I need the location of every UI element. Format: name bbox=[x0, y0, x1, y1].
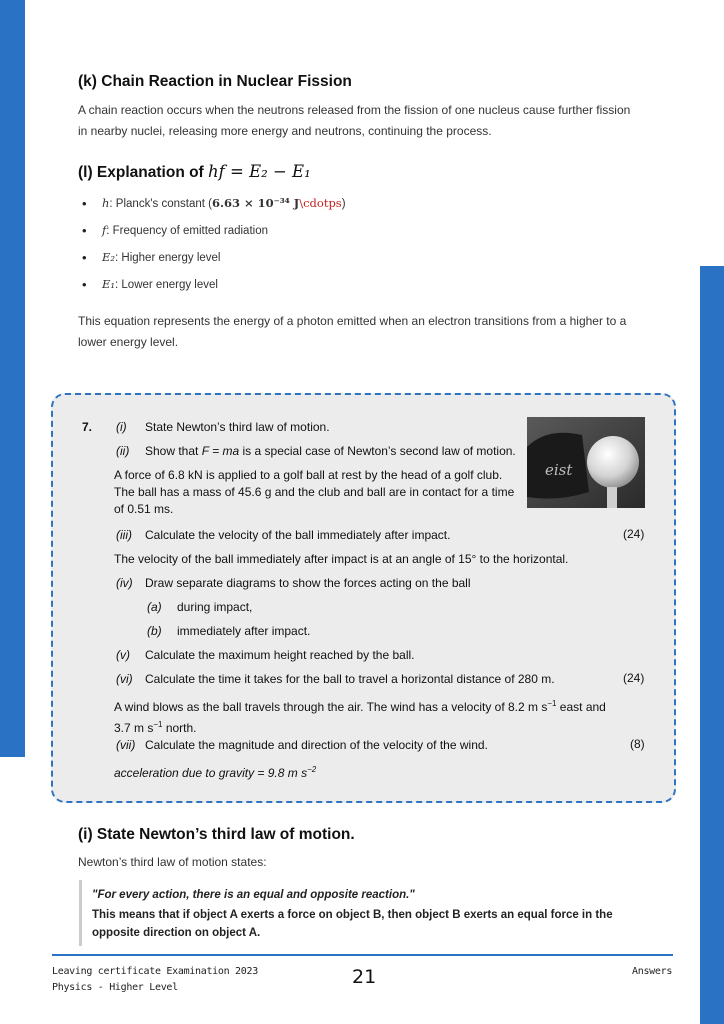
list-item bbox=[82, 190, 346, 217]
part-iv-text: Draw separate diagrams to show the forces acting on the ball bbox=[145, 576, 471, 590]
context-2: The velocity of the ball immediately after impact is at an angle of 15° to the horizontal. bbox=[114, 552, 569, 566]
symbol-list bbox=[82, 190, 346, 298]
left-accent-bar bbox=[0, 0, 25, 757]
part-vi-label: (vi) bbox=[116, 672, 133, 686]
part-i-label: (i) bbox=[116, 420, 127, 434]
golf-ball-image bbox=[527, 417, 645, 508]
right-accent-bar bbox=[700, 266, 724, 1024]
symbol-h-close: ) bbox=[341, 198, 346, 210]
part-ii-text: Show that F = ma is a special case of Newton’s second law of motion. bbox=[145, 444, 516, 458]
footer-subject: Physics - Higher Level bbox=[52, 982, 178, 993]
part-iv-b-label: (b) bbox=[147, 624, 162, 638]
part-iii-label: (iii) bbox=[116, 528, 132, 542]
footer-divider bbox=[52, 954, 673, 956]
part-vi-text: Calculate the time it takes for the ball to travel a horizontal distance of 280 m. bbox=[145, 672, 555, 686]
newton-third-law-quote: "For every action, there is an equal and opposite reaction." bbox=[92, 889, 415, 901]
part-iv-b-text: immediately after impact. bbox=[177, 624, 311, 638]
list-item bbox=[82, 217, 346, 244]
section-l-heading bbox=[78, 162, 311, 182]
list-item bbox=[82, 244, 346, 271]
symbol-f-desc: : Frequency of emitted radiation bbox=[106, 225, 268, 237]
list-item bbox=[82, 271, 346, 298]
symbol-e2: E₂ bbox=[102, 250, 116, 264]
answer-i-heading: (i) State Newton’s third law of motion. bbox=[78, 826, 355, 843]
mark-24-second: (24) bbox=[623, 671, 645, 685]
mark-24-first: (24) bbox=[623, 527, 645, 541]
part-vii-text: Calculate the magnitude and direction of the velocity of the wind. bbox=[145, 738, 488, 752]
section-l-line-1: This equation represents the energy of a photon emitted when an electron transitions from a higher to a bbox=[78, 314, 627, 328]
section-l-line-2: lower energy level. bbox=[78, 335, 179, 349]
part-iii-text: Calculate the velocity of the ball immediately after impact. bbox=[145, 528, 451, 542]
page-number: 21 bbox=[352, 966, 377, 988]
raw-latex-cdotps: \cdotps bbox=[299, 196, 342, 210]
question-number: 7. bbox=[82, 420, 93, 434]
answer-i-intro: Newton’s third law of motion states: bbox=[78, 855, 267, 869]
section-l-heading-prefix: (l) Explanation of bbox=[78, 164, 209, 181]
planck-value: 6.63 × 10⁻³⁴ J bbox=[211, 196, 300, 210]
footer-answers-label: Answers bbox=[632, 966, 673, 977]
part-v-text: Calculate the maximum height reached by the ball. bbox=[145, 648, 415, 662]
section-l-paragraph bbox=[78, 311, 678, 353]
section-l-heading-equation: hf = E₂ − E₁ bbox=[208, 162, 311, 181]
part-ii-label: (ii) bbox=[116, 444, 130, 458]
section-k-heading: (k) Chain Reaction in Nuclear Fission bbox=[78, 73, 352, 90]
symbol-e1: E₁ bbox=[102, 277, 116, 291]
context-3: A wind blows as the ball travels through the air. The wind has a velocity of 8.2 m $s^{-1}$ east and 3.7 m $s^{-1}$ north. bbox=[114, 699, 606, 735]
golf-ball-photo bbox=[527, 417, 645, 508]
part-vii-label: (vii) bbox=[116, 738, 136, 752]
part-iv-a-text: during impact, bbox=[177, 600, 253, 614]
part-i-text: State Newton’s third law of motion. bbox=[145, 420, 330, 434]
part-v-label: (v) bbox=[116, 648, 130, 662]
symbol-e2-desc: : Higher energy level bbox=[115, 252, 221, 264]
context-1: A force of 6.8 kN is applied to a golf ball at rest by the head of a golf club. The ball has a mass of 45.6 g and the club and ball are in contact for a time of 0.51 ms. bbox=[114, 468, 515, 516]
part-iv-a-label: (a) bbox=[147, 600, 162, 614]
section-k-paragraph bbox=[78, 100, 678, 142]
part-iv-label: (iv) bbox=[116, 576, 133, 590]
section-k-line-1: A chain reaction occurs when the neutrons released from the fission of one nucleus cause further fission bbox=[78, 103, 631, 117]
section-k-line-2: in nearby nuclei, releasing more energy and neutrons, continuing the process. bbox=[78, 124, 492, 138]
club-brand-text: eist bbox=[545, 461, 573, 479]
symbol-e1-desc: : Lower energy level bbox=[115, 279, 218, 291]
gravity-note: acceleration due to gravity = 9.8 m $s^{-2}$ bbox=[114, 765, 317, 780]
mark-8: (8) bbox=[630, 737, 645, 751]
footer-exam-title: Leaving certificate Examination 2023 bbox=[52, 966, 258, 977]
newton-third-law-explanation: This means that if object A exerts a force on object B, then object B exerts an equal force in the opposite direction on object A. bbox=[92, 909, 613, 939]
equation-f-ma: F = ma bbox=[201, 444, 240, 458]
symbol-h: h bbox=[102, 196, 110, 210]
symbol-f: f bbox=[102, 223, 107, 237]
symbol-h-desc: : Planck's constant ( bbox=[109, 198, 212, 210]
